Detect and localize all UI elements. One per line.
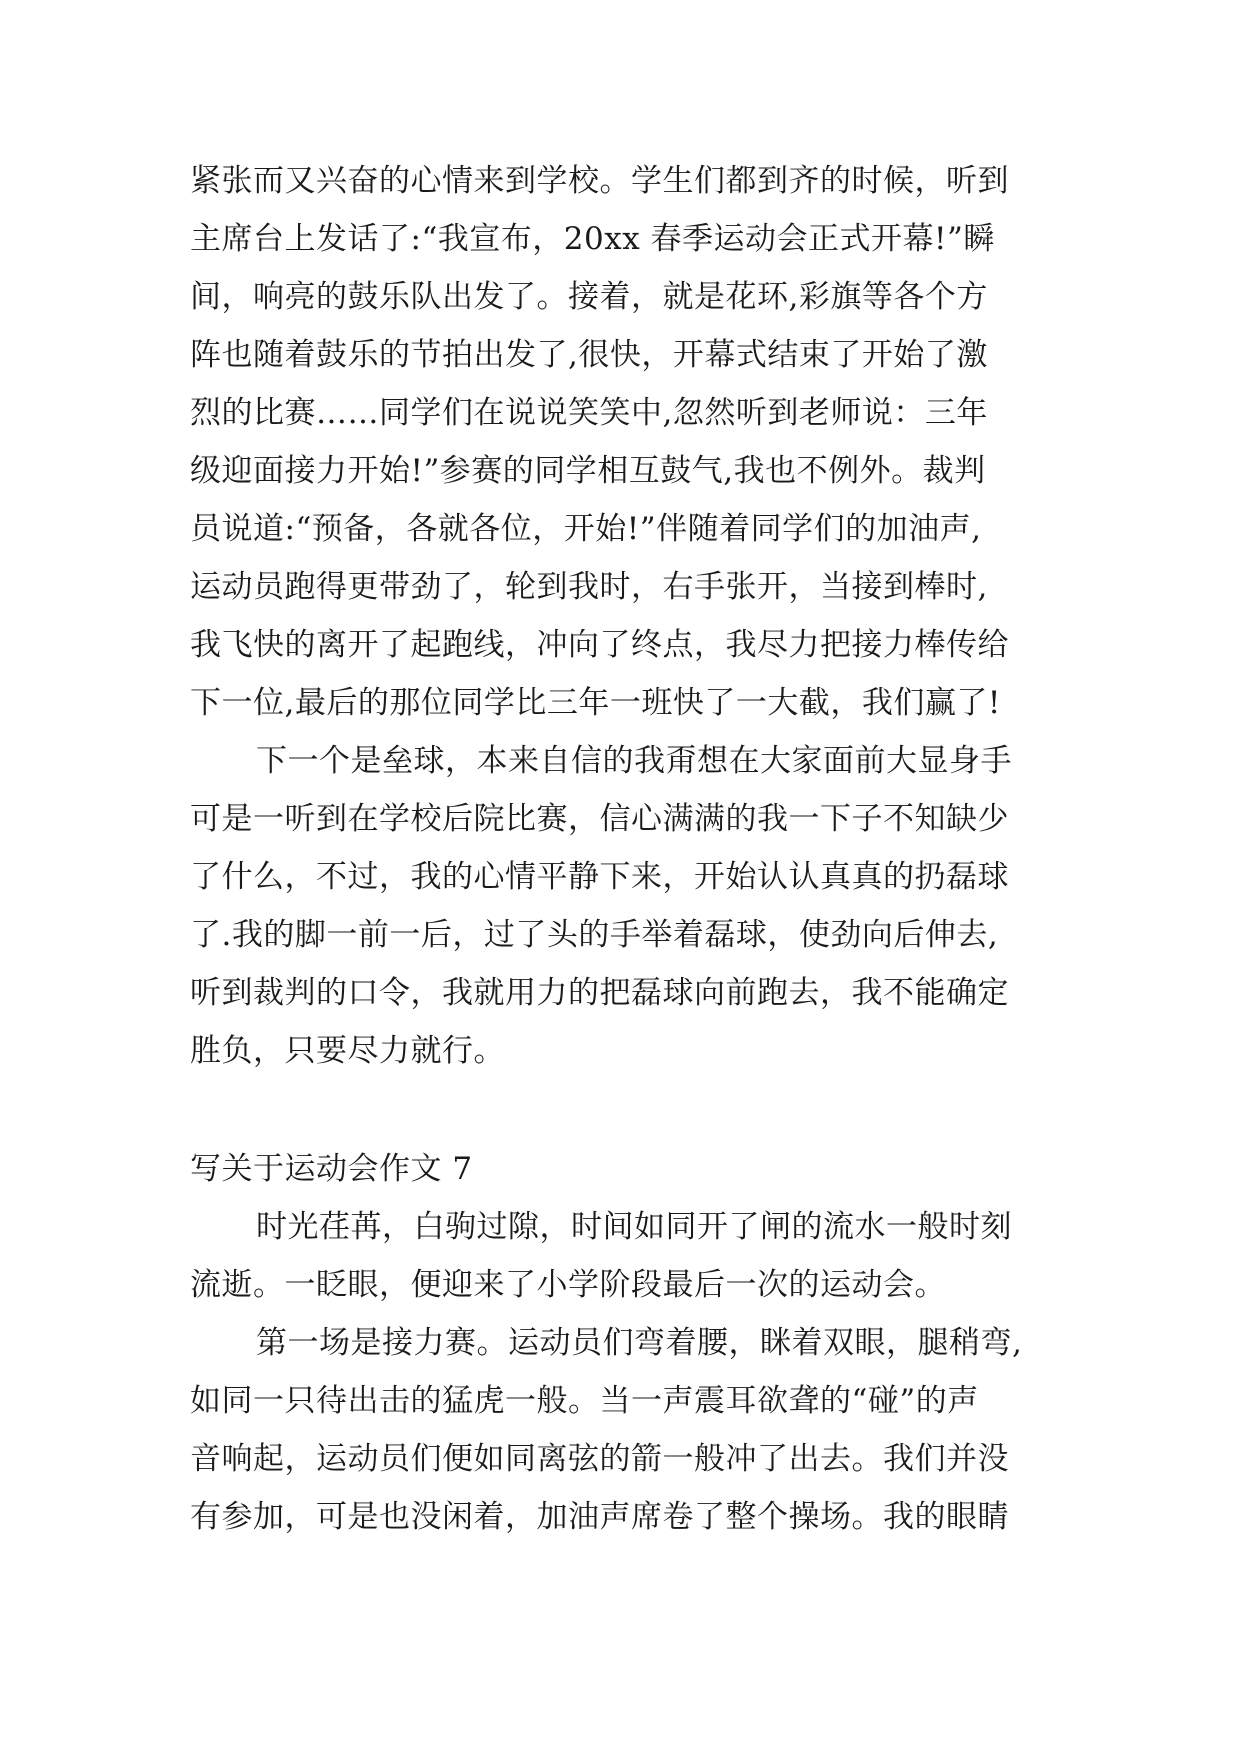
text-line: 主席台上发话了:“我宣布，20xx 春季运动会正式开幕!”瞬 (190, 221, 995, 257)
text-line: 有参加，可是也没闲着，加油声席卷了整个操场。我的眼睛 (190, 1499, 1009, 1535)
paragraph-start-line: 第一场是接力赛。运动员们弯着腰，眯着双眼，腿稍弯, (256, 1325, 1023, 1361)
text-line: 员说道:“预备，各就各位，开始!”伴随着同学们的加油声, (190, 511, 982, 547)
text-line: 烈的比赛……同学们在说说笑笑中,忽然听到老师说：三年 (190, 395, 988, 431)
text-line: 紧张而又兴奋的心情来到学校。学生们都到齐的时候，听到 (190, 163, 1009, 199)
text-line: 流逝。一眨眼，便迎来了小学阶段最后一次的运动会。 (190, 1267, 946, 1303)
text-line: 级迎面接力开始!”参赛的同学相互鼓气,我也不例外。裁判 (190, 453, 986, 489)
text-line: 听到裁判的口令，我就用力的把磊球向前跑去，我不能确定 (190, 975, 1009, 1011)
text-line: 阵也随着鼓乐的节拍出发了,很快，开幕式结束了开始了激 (190, 337, 988, 373)
text-line: 胜负，只要尽力就行。 (190, 1033, 505, 1069)
text-line: 下一位,最后的那位同学比三年一班快了一大截，我们赢了! (190, 685, 1001, 721)
paragraph-start-line: 下一个是垒球，本来自信的我甭想在大家面前大显身手 (256, 743, 1012, 779)
text-line: 音响起，运动员们便如同离弦的箭一般冲了出去。我们并没 (190, 1441, 1009, 1477)
paragraph-start-line: 时光荏苒，白驹过隙，时间如同开了闸的流水一般时刻 (256, 1209, 1012, 1245)
text-line: 如同一只待出击的猛虎一般。当一声震耳欲聋的“碰”的声 (190, 1383, 979, 1419)
text-line: 了什么，不过，我的心情平静下来，开始认认真真的扔磊球 (190, 859, 1009, 895)
text-line: 可是一听到在学校后院比赛，信心满满的我一下子不知缺少 (190, 801, 1009, 837)
text-line: 运动员跑得更带劲了，轮到我时，右手张开，当接到棒时, (190, 569, 988, 605)
text-line: 我飞快的离开了起跑线，冲向了终点，我尽力把接力棒传给 (190, 627, 1009, 663)
text-line: 了.我的脚一前一后，过了头的手举着磊球，使劲向后伸去, (190, 917, 999, 953)
section-heading: 写关于运动会作文 7 (190, 1151, 473, 1187)
text-line: 间，响亮的鼓乐队出发了。接着，就是花环,彩旗等各个方 (190, 279, 988, 315)
